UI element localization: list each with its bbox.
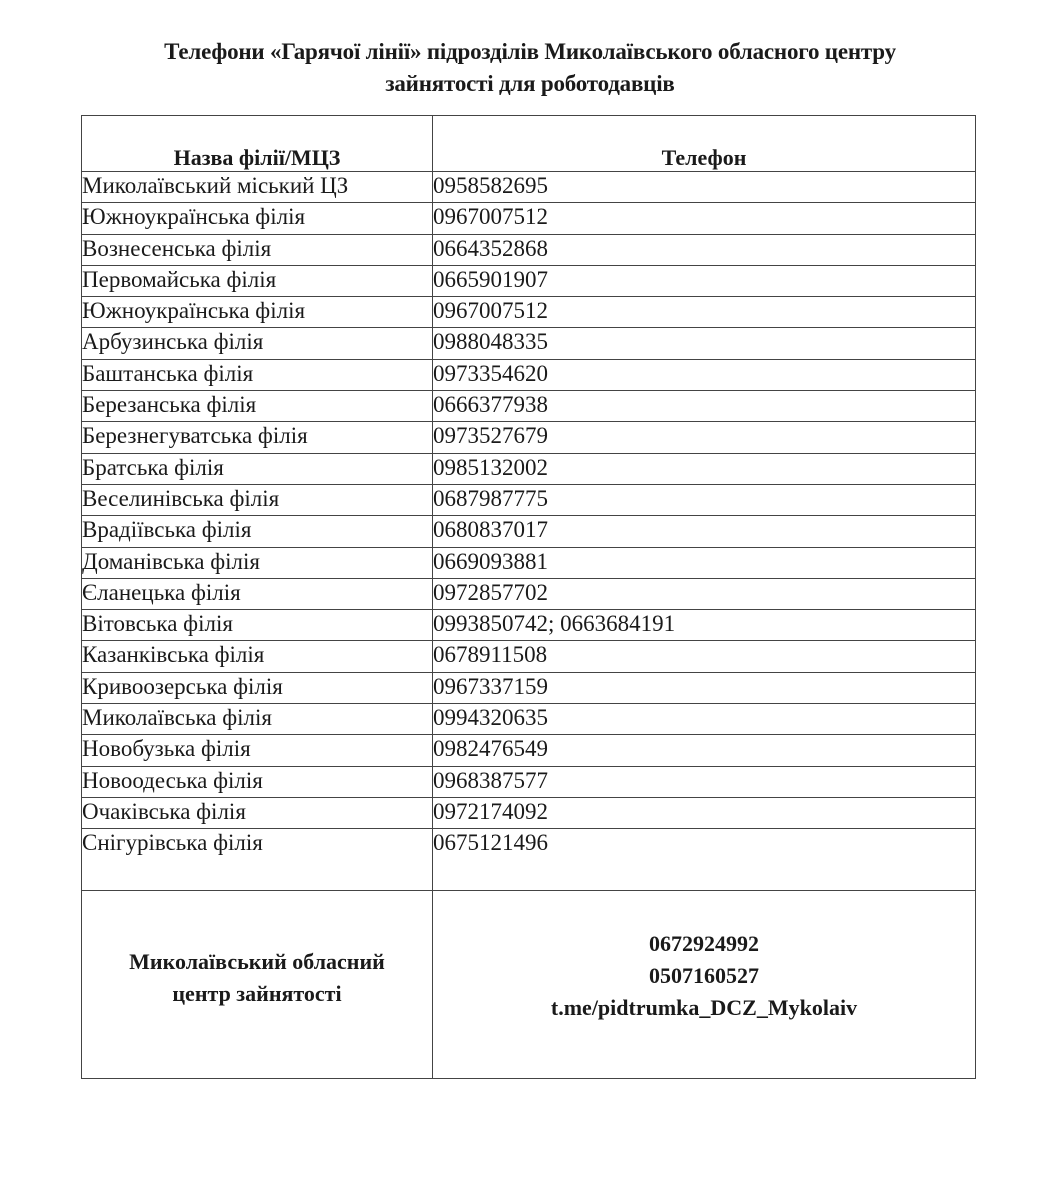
table-body (82, 172, 976, 891)
table-row (82, 735, 976, 766)
table-row (82, 484, 976, 515)
branch-phone-cell[interactable]: 0678911508 (433, 641, 976, 672)
table-row (82, 672, 976, 703)
regional-center-name-line-1: Миколаївський обласний (129, 948, 385, 974)
regional-center-row (82, 891, 976, 1079)
header-branch-name: Назва філії/МЦЗ (82, 116, 433, 172)
branch-name-cell: Казанківська філія (82, 641, 433, 672)
branch-name-cell: Березанська філія (82, 391, 433, 422)
table-row (82, 359, 976, 390)
branch-name-cell: Братська філія (82, 453, 433, 484)
branch-name-cell: Арбузинська філія (82, 328, 433, 359)
branch-phone-cell[interactable]: 0973527679 (433, 422, 976, 453)
branch-name-cell: Кривоозерська філія (82, 672, 433, 703)
branch-name-cell: Очаківська філія (82, 797, 433, 828)
branch-name-cell: Первомайська філія (82, 265, 433, 296)
branch-phone-cell[interactable]: 0666377938 (433, 391, 976, 422)
table-row (82, 610, 976, 641)
regional-center-contacts (433, 891, 976, 1079)
table-row (82, 203, 976, 234)
regional-center-name-line-2: центр зайнятості (172, 980, 342, 1006)
table-header-row (82, 116, 976, 172)
branch-name-cell: Баштанська філія (82, 359, 433, 390)
regional-center-phone-2[interactable]: 0507160527 (649, 962, 759, 988)
branch-phone-cell[interactable]: 0665901907 (433, 265, 976, 296)
table-row (82, 265, 976, 296)
table-row (82, 172, 976, 203)
branch-name-cell: Вітовська філія (82, 610, 433, 641)
branch-phone-cell[interactable]: 0993850742; 0663684191 (433, 610, 976, 641)
branch-phone-cell[interactable]: 0972174092 (433, 797, 976, 828)
table-row (82, 797, 976, 828)
table-row (82, 766, 976, 797)
table-row (82, 328, 976, 359)
title-line-2: зайнятості для роботодавців (385, 71, 675, 96)
table-row (82, 578, 976, 609)
branch-phone-cell[interactable]: 0687987775 (433, 484, 976, 515)
regional-center-name (82, 891, 433, 1079)
table-row (82, 829, 976, 891)
document-title (60, 36, 1000, 100)
table-row (82, 391, 976, 422)
branch-phone-cell[interactable]: 0675121496 (433, 829, 976, 891)
table-row (82, 704, 976, 735)
branch-name-cell: Южноукраїнська філія (82, 297, 433, 328)
branch-name-cell: Веселинівська філія (82, 484, 433, 515)
branch-name-cell: Доманівська філія (82, 547, 433, 578)
regional-center-phone-1[interactable]: 0672924992 (649, 930, 759, 956)
table-row (82, 547, 976, 578)
branch-phone-cell[interactable]: 0968387577 (433, 766, 976, 797)
table-row (82, 641, 976, 672)
branch-name-cell: Вознесенська філія (82, 234, 433, 265)
branch-phone-cell[interactable]: 0982476549 (433, 735, 976, 766)
branch-name-cell: Новобузька філія (82, 735, 433, 766)
branch-name-cell: Миколаївський міський ЦЗ (82, 172, 433, 203)
branch-name-cell: Єланецька філія (82, 578, 433, 609)
branch-phone-cell[interactable]: 0967007512 (433, 297, 976, 328)
branch-name-cell: Южноукраїнська філія (82, 203, 433, 234)
table-row (82, 516, 976, 547)
branch-phone-cell[interactable]: 0680837017 (433, 516, 976, 547)
branch-phone-cell[interactable]: 0664352868 (433, 234, 976, 265)
branch-name-cell: Миколаївська філія (82, 704, 433, 735)
branch-name-cell: Снігурівська філія (82, 829, 433, 891)
title-line-1: Телефони «Гарячої лінії» підрозділів Миколаївського обласного центру (164, 39, 896, 64)
header-phone: Телефон (433, 116, 976, 172)
table-row (82, 453, 976, 484)
branch-phone-cell[interactable]: 0973354620 (433, 359, 976, 390)
branch-name-cell: Новоодеська філія (82, 766, 433, 797)
branch-phone-cell[interactable]: 0669093881 (433, 547, 976, 578)
hotline-table (81, 115, 976, 1079)
table-row (82, 234, 976, 265)
branch-phone-cell[interactable]: 0972857702 (433, 578, 976, 609)
table-row (82, 422, 976, 453)
branch-phone-cell[interactable]: 0985132002 (433, 453, 976, 484)
branch-phone-cell[interactable]: 0988048335 (433, 328, 976, 359)
branch-phone-cell[interactable]: 0958582695 (433, 172, 976, 203)
branch-phone-cell[interactable]: 0967007512 (433, 203, 976, 234)
branch-name-cell: Врадіївська філія (82, 516, 433, 547)
branch-phone-cell[interactable]: 0967337159 (433, 672, 976, 703)
table-row (82, 297, 976, 328)
regional-center-telegram-link[interactable]: t.me/pidtrumka_DCZ_Mykolaiv (550, 994, 858, 1020)
branch-name-cell: Березнегуватська філія (82, 422, 433, 453)
branch-phone-cell[interactable]: 0994320635 (433, 704, 976, 735)
